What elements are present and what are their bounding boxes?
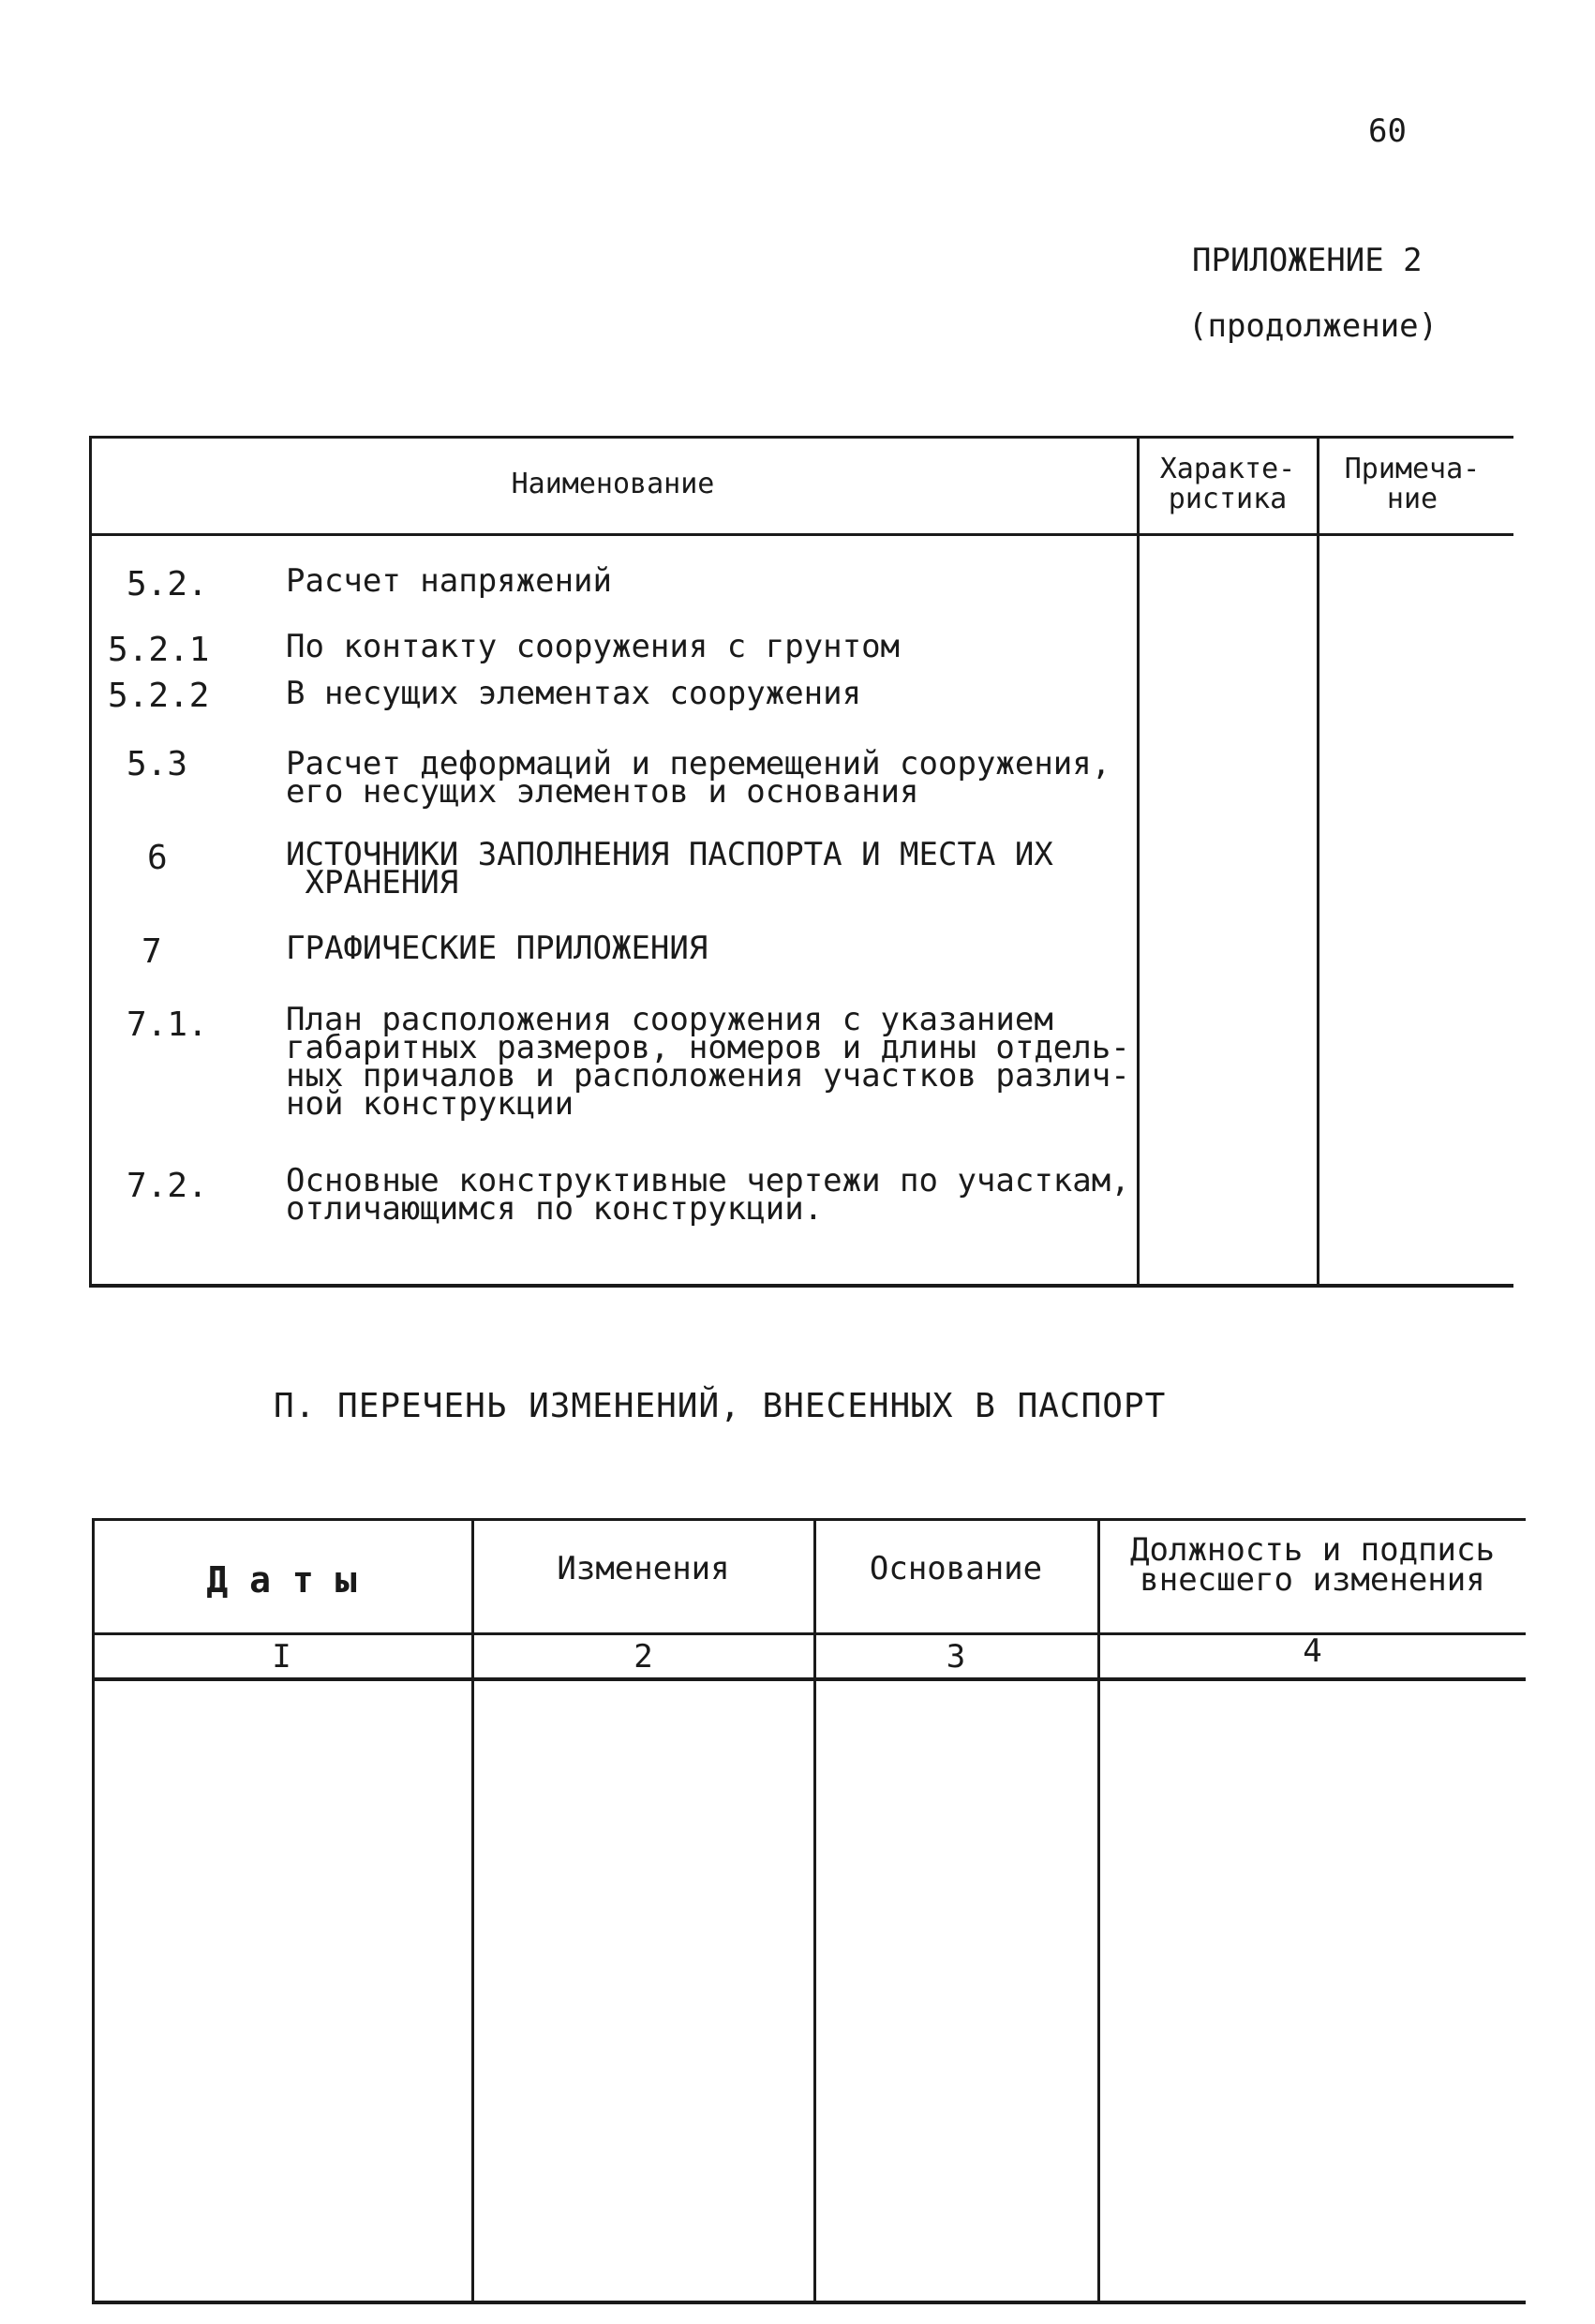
changes-table: [92, 1518, 1526, 2305]
section-heading: П. ПЕРЕЧЕНЬ ИЗМЕНЕНИЙ, ВНЕСЕННЫХ В ПАСПОРТ: [274, 1387, 1167, 1425]
row-number: 6: [147, 839, 168, 877]
row-number: 7: [142, 932, 162, 971]
column-header-basis: Основание: [869, 1550, 1043, 1587]
row-text: По контакту сооружения с грунтом: [286, 628, 901, 665]
table-left-border: [92, 1518, 95, 2303]
appendix-continuation: (продолжение): [1188, 307, 1438, 345]
table-top-border: [89, 436, 1513, 439]
column-header-changes: Изменения: [557, 1550, 730, 1587]
column-number: 3: [946, 1638, 966, 1676]
row-text: План расположения сооружения с указанием габаритных размеров, номеров и длины отдель- ных причалов и расположения участков различ- ной конструкции: [286, 1001, 1130, 1123]
page-number: 60: [1368, 112, 1407, 150]
row-text: В несущих элементах сооружения: [286, 675, 862, 712]
table-bottom-border: [89, 1284, 1513, 1288]
column-header-name: Наименование: [511, 468, 715, 500]
row-number: 7.2.: [127, 1167, 208, 1205]
column-header-characteristic: Характе- ристика: [1159, 453, 1296, 515]
row-text: Расчет напряжений: [286, 562, 612, 600]
row-number: 5.3: [127, 745, 188, 783]
column-number: 4: [1303, 1632, 1322, 1670]
appendix-label: ПРИЛОЖЕНИЕ 2: [1192, 242, 1423, 279]
table-top-border: [92, 1518, 1526, 1521]
row-number: 5.2.2: [108, 677, 210, 715]
column-header-position-signature: Должность и подпись внесшего изменения: [1130, 1531, 1495, 1599]
column-divider: [471, 1518, 474, 2303]
table-bottom-border: [92, 2301, 1526, 2304]
row-text: ГРАФИЧЕСКИЕ ПРИЛОЖЕНИЯ: [286, 930, 708, 967]
row-number: 5.2.1: [108, 631, 210, 669]
row-text: ИСТОЧНИКИ ЗАПОЛНЕНИЯ ПАСПОРТА И МЕСТА ИХ ХРАНЕНИЯ: [286, 836, 1053, 901]
column-divider: [813, 1518, 816, 2303]
column-number: I: [272, 1638, 291, 1676]
row-text: Расчет деформаций и перемещений сооружения, его несущих элементов и основания: [286, 745, 1111, 811]
column-divider: [1137, 436, 1140, 1287]
table-left-border: [89, 436, 92, 1287]
header-bottom-border: [89, 533, 1513, 536]
row-number: 7.1.: [127, 1006, 208, 1044]
row-number: 5.2.: [127, 565, 208, 603]
row-text: Основные конструктивные чертежи по участкам, отличающимся по конструкции.: [286, 1162, 1130, 1228]
contents-table: [89, 436, 1513, 1289]
column-number: 2: [634, 1638, 653, 1676]
column-divider: [1317, 436, 1319, 1287]
number-row-border: [92, 1677, 1526, 1681]
column-header-dates: Д а т ы: [206, 1559, 357, 1601]
column-header-note: Примеча- ние: [1344, 453, 1481, 515]
